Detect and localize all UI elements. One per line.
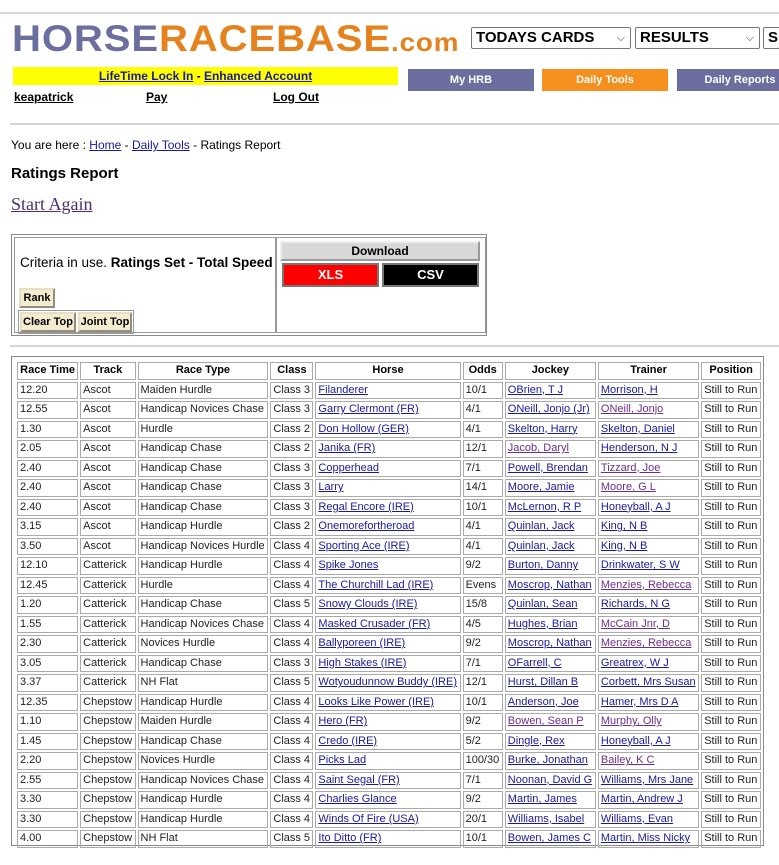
criteria-cell [14,237,276,333]
jockey-link[interactable]: Burke, Jonathan [505,752,596,770]
breadcrumb-separator: - [189,138,201,152]
breadcrumb-home-link[interactable]: Home [89,138,122,152]
class-cell: Class 5 [270,674,313,692]
jockey-link[interactable]: Powell, Brendan [505,460,596,478]
table-row [17,655,761,673]
track-cell: Ascot [80,460,135,478]
position-cell: Still to Run [701,830,761,848]
class-cell: Class 4 [270,772,313,790]
track-cell: Ascot [80,401,135,419]
jockey-link[interactable]: Burton, Danny [505,557,596,575]
odds-cell: 20/1 [463,811,503,829]
race-time-cell: 2.40 [17,499,78,517]
track-cell: Ascot [80,499,135,517]
odds-cell: 10/1 [463,382,503,400]
jockey-link[interactable]: Dingle, Rex [505,733,596,751]
race-type-cell: Handicap Hurdle [138,557,269,575]
odds-cell: 14/1 [463,479,503,497]
track-cell: Chepstow [80,733,135,751]
odds-cell: 9/2 [463,713,503,731]
class-cell: Class 5 [270,830,313,848]
breadcrumb-current: Ratings Report [200,138,281,152]
trainer-link[interactable]: Tizzard, Joe [598,460,699,478]
race-time-cell: 1.10 [17,713,78,731]
odds-cell: 100/30 [463,752,503,770]
race-time-cell: 1.55 [17,616,78,634]
table-row [17,460,761,478]
trainer-link[interactable]: Honeyball, A J [598,499,699,517]
jockey-link[interactable]: Moore, Jamie [505,479,596,497]
criteria-panel [11,234,487,336]
class-cell: Class 4 [270,616,313,634]
enhanced-account-link[interactable]: Enhanced Account [203,69,313,83]
breadcrumb-separator: - [121,138,132,152]
class-cell: Class 2 [270,421,313,439]
table-row [17,616,761,634]
race-time-cell: 1.45 [17,733,78,751]
race-type-cell: Handicap Novices Chase [138,401,269,419]
class-cell: Class 4 [270,635,313,653]
race-time-cell: 12.10 [17,557,78,575]
race-time-cell: 2.40 [17,479,78,497]
top-divider [0,12,779,14]
track-cell: Catterick [80,596,135,614]
ratings-table [15,360,763,850]
class-cell: Class 3 [270,460,313,478]
results-select-value: RESULTS [640,29,709,46]
class-cell: Class 3 [270,382,313,400]
jockey-link[interactable]: McLernon, R P [505,499,596,517]
account-banner [13,67,398,85]
class-cell: Class 2 [270,440,313,458]
track-cell: Ascot [80,421,135,439]
track-cell: Chepstow [80,791,135,809]
horse-link[interactable]: High Stakes (IRE) [315,655,460,673]
trainer-link[interactable]: Richards, N G [598,596,699,614]
horse-link[interactable]: Snowy Clouds (IRE) [315,596,460,614]
horse-link[interactable]: Credo (IRE) [315,733,460,751]
position-cell: Still to Run [701,538,761,556]
race-type-cell: Hurdle [138,577,269,595]
track-cell: Ascot [80,440,135,458]
table-row [17,713,761,731]
trainer-link[interactable]: King, N B [598,518,699,536]
trainer-link[interactable]: Morrison, H [598,382,699,400]
race-type-cell: Novices Hurdle [138,635,269,653]
site-logo[interactable] [12,16,460,60]
race-type-cell: Handicap Novices Chase [138,616,269,634]
track-cell: Chepstow [80,752,135,770]
jockey-link[interactable]: Quinlan, Sean [505,596,596,614]
horse-link[interactable]: Hero (FR) [315,713,460,731]
odds-cell: 4/1 [463,538,503,556]
track-cell: Chepstow [80,811,135,829]
position-cell: Still to Run [701,557,761,575]
horse-link[interactable]: Charlies Glance [315,791,460,809]
odds-cell: 9/2 [463,635,503,653]
table-row [17,518,761,536]
class-cell: Class 3 [270,499,313,517]
race-type-cell: Handicap Chase [138,479,269,497]
horse-link[interactable]: Onemorefortheroad [315,518,460,536]
race-type-cell: Handicap Hurdle [138,791,269,809]
table-row [17,499,761,517]
breadcrumb [11,138,281,152]
race-type-cell: NH Flat [138,830,269,848]
position-cell: Still to Run [701,440,761,458]
race-time-cell: 4.00 [17,830,78,848]
position-cell: Still to Run [701,401,761,419]
table-row [17,733,761,751]
track-cell: Catterick [80,635,135,653]
class-cell: Class 4 [270,752,313,770]
horse-link[interactable]: Looks Like Power (IRE) [315,694,460,712]
class-cell: Class 4 [270,713,313,731]
jockey-link[interactable]: OFarrell, C [505,655,596,673]
table-row [17,830,761,848]
table-row [17,772,761,790]
horse-link[interactable]: Regal Encore (IRE) [315,499,460,517]
jockey-link[interactable]: Moscrop, Nathan [505,577,596,595]
table-row [17,479,761,497]
class-cell: Class 4 [270,694,313,712]
track-cell: Catterick [80,577,135,595]
column-header-trainer: Trainer [598,362,699,380]
horse-link[interactable]: Wotyoudunnow Buddy (IRE) [315,674,460,692]
csv-download-button[interactable]: CSV [382,263,479,287]
race-time-cell: 1.20 [17,596,78,614]
horse-link[interactable]: Copperhead [315,460,460,478]
track-cell: Chepstow [80,713,135,731]
track-cell: Catterick [80,557,135,575]
odds-cell: 7/1 [463,460,503,478]
horse-link[interactable]: Picks Lad [315,752,460,770]
odds-cell: 5/2 [463,733,503,751]
table-row [17,791,761,809]
position-cell: Still to Run [701,752,761,770]
horse-link[interactable]: Masked Crusader (FR) [315,616,460,634]
trainer-link[interactable]: Henderson, N J [598,440,699,458]
page-title: Ratings Report [11,165,119,182]
odds-cell: 15/8 [463,596,503,614]
trainer-link[interactable]: Greatrex, W J [598,655,699,673]
race-time-cell: 2.55 [17,772,78,790]
third-select-value: S [768,29,779,46]
nav-daily-tools[interactable]: Daily Tools [542,69,668,91]
class-cell: Class 4 [270,733,313,751]
table-row [17,811,761,829]
track-cell: Chepstow [80,772,135,790]
race-time-cell: 2.30 [17,635,78,653]
class-cell: Class 3 [270,655,313,673]
race-type-cell: Handicap Hurdle [138,811,269,829]
race-type-cell: Handicap Hurdle [138,694,269,712]
race-type-cell: Handicap Chase [138,596,269,614]
track-cell: Chepstow [80,830,135,848]
third-select[interactable] [763,27,779,49]
trainer-link[interactable]: Bailey, K C [598,752,699,770]
jockey-link[interactable]: Quinlan, Jack [505,518,596,536]
odds-cell: 7/1 [463,772,503,790]
horse-link[interactable]: Sporting Ace (IRE) [315,538,460,556]
race-type-cell: Handicap Novices Hurdle [138,538,269,556]
odds-cell: 9/2 [463,791,503,809]
trainer-link[interactable]: King, N B [598,538,699,556]
pay-link[interactable]: Pay [146,90,168,104]
table-header-row [17,362,761,380]
jockey-link[interactable]: Skelton, Harry [505,421,596,439]
class-cell: Class 5 [270,596,313,614]
odds-cell: 12/1 [463,674,503,692]
race-type-cell: Maiden Hurdle [138,713,269,731]
table-row [17,421,761,439]
race-type-cell: Handicap Chase [138,440,269,458]
position-cell: Still to Run [701,791,761,809]
results-select[interactable] [635,27,760,49]
trainer-link[interactable]: Menzies, Rebecca [598,635,699,653]
trainer-link[interactable]: Williams, Evan [598,811,699,829]
race-type-cell: Hurdle [138,421,269,439]
table-row [17,557,761,575]
position-cell: Still to Run [701,713,761,731]
race-type-cell: Handicap Chase [138,499,269,517]
odds-cell: 10/1 [463,499,503,517]
race-time-cell: 3.05 [17,655,78,673]
jockey-link[interactable]: Bowen, Sean P [505,713,596,731]
start-again-link[interactable]: Start Again [11,194,93,214]
trainer-link[interactable]: Murphy, Olly [598,713,699,731]
jockey-link[interactable]: Martin, James [505,791,596,809]
todays-cards-select[interactable] [471,27,631,49]
trainer-link[interactable]: Menzies, Rebecca [598,577,699,595]
column-header-class: Class [270,362,313,380]
trainer-link[interactable]: ONeill, Jonjo [598,401,699,419]
position-cell: Still to Run [701,674,761,692]
table-row [17,596,761,614]
position-cell: Still to Run [701,596,761,614]
nav-my-hrb[interactable]: My HRB [408,69,534,91]
jockey-link[interactable]: Hurst, Dillan B [505,674,596,692]
position-cell: Still to Run [701,499,761,517]
jockey-link[interactable]: Quinlan, Jack [505,538,596,556]
logout-link[interactable]: Log Out [273,90,319,104]
odds-cell: 4/1 [463,518,503,536]
xls-download-button[interactable]: XLS [282,263,379,287]
banner-separator: - [193,69,204,83]
table-row [17,635,761,653]
position-cell: Still to Run [701,616,761,634]
odds-cell: 4/1 [463,401,503,419]
position-cell: Still to Run [701,518,761,536]
table-row [17,674,761,692]
race-time-cell: 3.15 [17,518,78,536]
race-time-cell: 3.50 [17,538,78,556]
column-header-jockey: Jockey [505,362,596,380]
table-row [17,401,761,419]
jockey-link[interactable]: Anderson, Joe [505,694,596,712]
username-link[interactable]: keapatrick [14,90,74,104]
class-cell: Class 4 [270,791,313,809]
horse-link[interactable]: Saint Segal (FR) [315,772,460,790]
race-time-cell: 12.35 [17,694,78,712]
table-row [17,577,761,595]
table-row [17,538,761,556]
class-cell: Class 3 [270,479,313,497]
track-cell: Ascot [80,538,135,556]
race-time-cell: 3.37 [17,674,78,692]
race-time-cell: 2.20 [17,752,78,770]
odds-cell: 4/1 [463,421,503,439]
rank-button[interactable]: Rank [19,288,55,308]
race-time-cell: 12.55 [17,401,78,419]
track-cell: Ascot [80,382,135,400]
class-cell: Class 4 [270,577,313,595]
position-cell: Still to Run [701,772,761,790]
race-time-cell: 2.40 [17,460,78,478]
odds-cell: 4/5 [463,616,503,634]
position-cell: Still to Run [701,577,761,595]
horse-link[interactable]: Ballyporeen (IRE) [315,635,460,653]
table-row [17,694,761,712]
odds-cell: 10/1 [463,830,503,848]
criteria-value: Ratings Set - Total Speed [110,255,273,270]
race-type-cell: NH Flat [138,674,269,692]
race-type-cell: Handicap Chase [138,460,269,478]
trainer-link[interactable]: Honeyball, A J [598,733,699,751]
ratings-table-container [11,356,764,846]
trainer-link[interactable]: McCain Jnr, D [598,616,699,634]
trainer-link[interactable]: Martin, Andrew J [598,791,699,809]
jockey-link[interactable]: Jacob, Daryl [505,440,596,458]
race-time-cell: 3.30 [17,791,78,809]
jockey-link[interactable]: Hughes, Brian [505,616,596,634]
chevron-down-icon: ⌵ [616,32,625,44]
download-header: Download [280,241,480,261]
trainer-link[interactable]: Moore, G L [598,479,699,497]
column-header-race-time: Race Time [17,362,78,380]
race-time-cell: 12.20 [17,382,78,400]
column-header-race-type: Race Type [138,362,269,380]
race-type-cell: Handicap Hurdle [138,518,269,536]
table-row [17,440,761,458]
nav-daily-reports[interactable]: Daily Reports [677,69,779,91]
content-divider [10,345,779,347]
odds-cell: 10/1 [463,694,503,712]
track-cell: Catterick [80,655,135,673]
race-type-cell: Novices Hurdle [138,752,269,770]
horse-link[interactable]: Larry [315,479,460,497]
position-cell: Still to Run [701,479,761,497]
jockey-link[interactable]: Noonan, David G [505,772,596,790]
horse-link[interactable]: Filanderer [315,382,460,400]
horse-link[interactable]: The Churchill Lad (IRE) [315,577,460,595]
jockey-link[interactable]: Moscrop, Nathan [505,635,596,653]
jockey-link[interactable]: OBrien, T J [505,382,596,400]
race-time-cell: 2.05 [17,440,78,458]
trainer-link[interactable]: Hamer, Mrs D A [598,694,699,712]
track-cell: Chepstow [80,694,135,712]
position-cell: Still to Run [701,460,761,478]
position-cell: Still to Run [701,421,761,439]
criteria-prefix: Criteria in use. [20,255,111,270]
position-cell: Still to Run [701,635,761,653]
race-time-cell: 1.30 [17,421,78,439]
race-type-cell: Handicap Novices Chase [138,772,269,790]
jockey-link[interactable]: Bowen, James C [505,830,596,848]
trainer-link[interactable]: Skelton, Daniel [598,421,699,439]
trainer-link[interactable]: Williams, Mrs Jane [598,772,699,790]
class-cell: Class 3 [270,401,313,419]
track-cell: Catterick [80,616,135,634]
horse-link[interactable]: Garry Clermont (FR) [315,401,460,419]
table-row [17,752,761,770]
breadcrumb-daily-tools-link[interactable]: Daily Tools [131,138,190,152]
criteria-text [20,255,273,270]
track-cell: Catterick [80,674,135,692]
position-cell: Still to Run [701,382,761,400]
odds-cell: 12/1 [463,440,503,458]
class-cell: Class 2 [270,518,313,536]
column-header-horse: Horse [315,362,460,380]
odds-cell: 9/2 [463,557,503,575]
class-cell: Class 4 [270,557,313,575]
horse-link[interactable]: Don Hollow (GER) [315,421,460,439]
clear-top-button[interactable]: Clear Top [20,312,76,332]
chevron-down-icon: ⌵ [745,32,754,44]
trainer-link[interactable]: Drinkwater, S W [598,557,699,575]
trainer-link[interactable]: Martin, Miss Nicky [598,830,699,848]
breadcrumb-prefix: You are here : [11,138,90,152]
odds-cell: Evens [463,577,503,595]
position-cell: Still to Run [701,694,761,712]
position-cell: Still to Run [701,733,761,751]
odds-cell: 7/1 [463,655,503,673]
trainer-link[interactable]: Corbett, Mrs Susan [598,674,699,692]
race-time-cell: 3.30 [17,811,78,829]
race-type-cell: Handicap Chase [138,733,269,751]
jockey-link[interactable]: Williams, Isabel [505,811,596,829]
horse-link[interactable]: Winds Of Fire (USA) [315,811,460,829]
horse-link[interactable]: Janika (FR) [315,440,460,458]
position-cell: Still to Run [701,655,761,673]
track-cell: Ascot [80,518,135,536]
column-header-position: Position [701,362,761,380]
horse-link[interactable]: Ito Ditto (FR) [315,830,460,848]
race-time-cell: 12.45 [17,577,78,595]
jockey-link[interactable]: ONeill, Jonjo (Jr) [505,401,596,419]
race-type-cell: Handicap Chase [138,655,269,673]
logo-text: HORSERACEBASE.com [12,17,460,59]
column-header-track: Track [80,362,135,380]
class-cell: Class 4 [270,811,313,829]
track-cell: Ascot [80,479,135,497]
lifetime-lock-in-link[interactable]: LifeTime Lock In [98,69,194,83]
table-row [17,382,761,400]
horse-link[interactable]: Spike Jones [315,557,460,575]
position-cell: Still to Run [701,811,761,829]
column-header-odds: Odds [463,362,503,380]
class-cell: Class 4 [270,538,313,556]
header-divider [10,123,779,125]
joint-top-button[interactable]: Joint Top [78,312,132,332]
race-type-cell: Maiden Hurdle [138,382,269,400]
todays-cards-select-value: TODAYS CARDS [476,29,595,46]
